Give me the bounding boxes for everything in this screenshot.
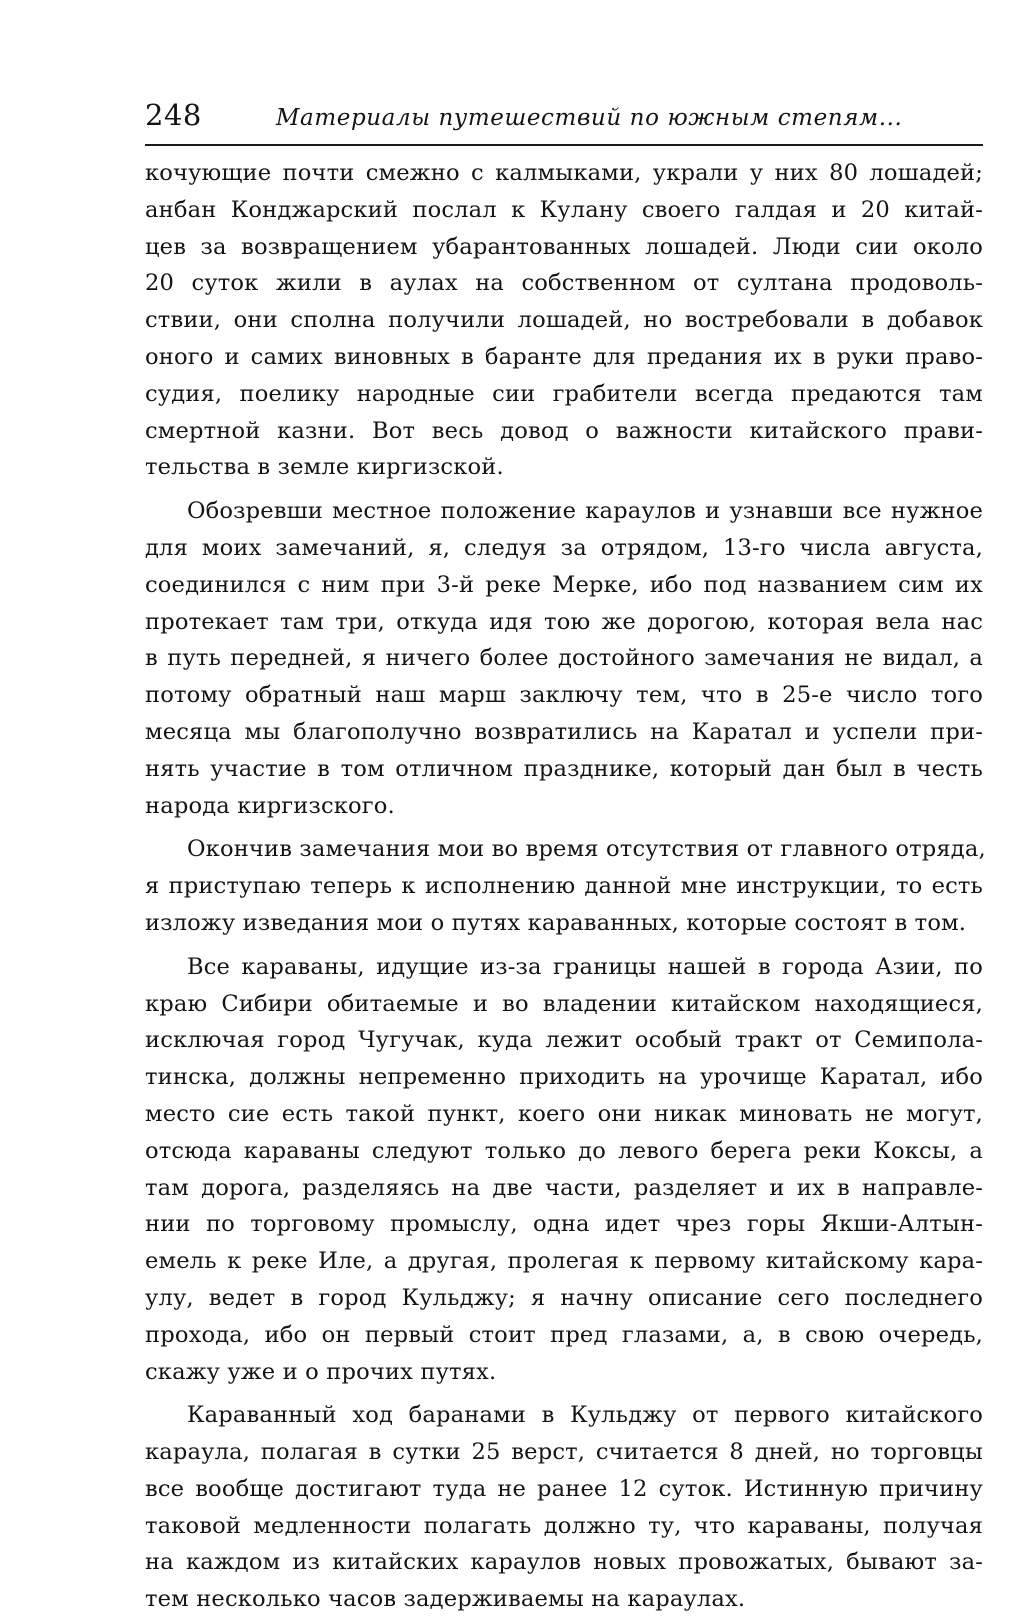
text-line: место сие есть такой пункт, коего они никак миновать не могут,: [145, 1100, 983, 1127]
text-line: емель к реке Иле, а другая, пролегая к первому китайскому кара-: [145, 1248, 983, 1275]
text-line: улу, ведет в город Кульджу; я начну описание сего последнего: [145, 1284, 983, 1311]
text-line: на каждом из китайских караулов новых провожатых, бывают за-: [145, 1549, 983, 1576]
text-line: в путь передней, я ничего более достойного замечания не видал, а: [145, 645, 983, 672]
book-page: [145, 98, 986, 1618]
page-number: 248: [145, 98, 202, 132]
text-line: нять участие в том отличном празднике, который дан был в честь: [145, 755, 983, 782]
text-line: краю Сибири обитаемые и во владении китайском находящиеся,: [145, 990, 983, 1017]
text-line: потому обратный наш марш заключу тем, что в 25-е число того: [145, 682, 983, 709]
text-line: тельства в земле киргизской.: [145, 454, 504, 481]
text-line: кочующие почти смежно с калмыками, украли у них 80 лошадей;: [145, 160, 983, 186]
text-line: месяца мы благополучно возвратились на Каратал и успели при-: [145, 718, 983, 745]
text-line: оного и самих виновных в баранте для предания их в руки право-: [145, 343, 983, 370]
text-line: смертной казни. Вот весь довод о важности китайского прави-: [145, 417, 983, 444]
paragraph: [145, 155, 983, 486]
text-line: Караванный ход баранами в Кульджу от первого китайского: [187, 1402, 983, 1429]
text-line: судия, поелику народные сии грабители всегда предаются там: [145, 380, 983, 407]
text-line: все вообще достигают туда не ранее 12 суток. Истинную причину: [145, 1475, 983, 1502]
paragraph: [145, 831, 986, 941]
text-line: протекает там три, откуда идя тою же дорогою, которая вела нас: [145, 608, 983, 635]
paragraph: [145, 493, 983, 824]
text-line: я приступаю теперь к исполнению данной мне инструкции, то есть: [145, 873, 983, 900]
page-header: [145, 98, 983, 146]
text-line: 20 суток жили в аулах на собственном от султана продоволь-: [145, 270, 983, 297]
text-line: тинска, должны непременно приходить на урочище Каратал, ибо: [145, 1064, 983, 1091]
paragraph: [145, 949, 983, 1391]
text-line: Обозревши местное положение караулов и узнавши все нужное: [187, 498, 983, 525]
text-line: прохода, ибо он первый стоит пред глазами, а, в свою очередь,: [145, 1321, 983, 1348]
text-line: ствии, они сполна получили лошадей, но востребовали в добавок: [145, 307, 983, 334]
text-line: для моих замечаний, я, следуя за отрядом, 13-го числа августа,: [145, 534, 983, 561]
paragraph: [145, 1397, 983, 1618]
text-line: соединился с ним при 3-й реке Мерке, ибо под названием сим их: [145, 571, 983, 598]
text-line: караула, полагая в сутки 25 верст, считается 8 дней, но торговцы: [145, 1439, 983, 1466]
body-text: [145, 155, 986, 1618]
text-line: анбан Конджарский послал к Кулану своего галдая и 20 китай-: [145, 196, 983, 223]
text-line: отсюда караваны следуют только до левого берега реки Коксы, а: [145, 1137, 983, 1164]
running-title: Материалы путешествий по южным степям...: [275, 105, 903, 131]
text-line: тем несколько часов задерживаемы на караулах.: [145, 1586, 746, 1613]
text-line: там дорога, разделяясь на две части, разделяет и их в направле-: [145, 1174, 983, 1201]
text-line: Все караваны, идущие из-за границы нашей в города Азии, по: [187, 953, 983, 980]
text-line: таковой медленности полагать должно ту, что караваны, получая: [145, 1512, 983, 1539]
text-line: народа киргизского.: [145, 792, 395, 819]
paragraph-gap: [145, 942, 983, 949]
text-line: скажу уже и о прочих путях.: [145, 1358, 497, 1385]
text-line: нии по торговому промыслу, одна идет чрез горы Якши-Алтын-: [145, 1211, 983, 1238]
text-line: цев за возвращением убарантованных лошадей. Люди сии около: [145, 233, 983, 260]
text-line: Окончив замечания мои во время отсутствия от главного отряда,: [187, 836, 986, 863]
text-line: изложу изведания мои о путях караванных, которые состоят в том.: [145, 909, 967, 936]
paragraph-gap: [145, 486, 983, 493]
paragraph-gap: [145, 1390, 983, 1397]
text-line: исключая город Чугучак, куда лежит особый тракт от Семипола-: [145, 1027, 983, 1054]
paragraph-gap: [145, 824, 983, 831]
